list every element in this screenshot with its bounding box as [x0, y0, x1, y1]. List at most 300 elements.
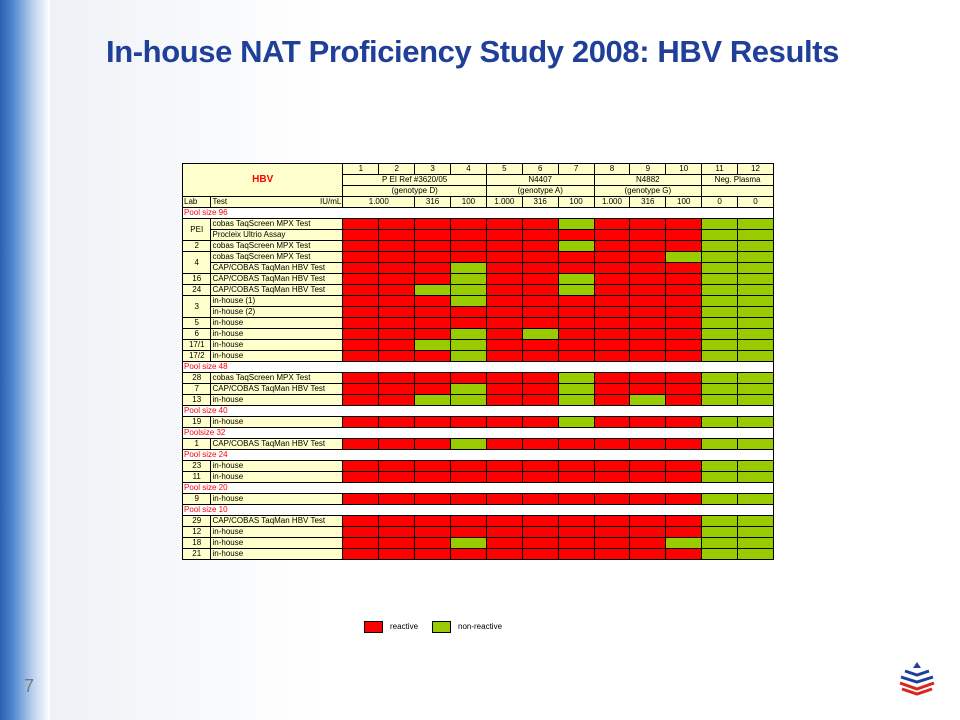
sample-number: 1 [343, 164, 379, 175]
virus-label: HBV [183, 164, 343, 197]
concentration: 1.000 [594, 197, 630, 208]
reactive-result-cell [630, 263, 666, 274]
non-reactive-result-cell [738, 285, 774, 296]
pool-size-label: Poolsize 32 [183, 428, 774, 439]
pool-size-label: Pool size 20 [183, 483, 774, 494]
pool-size-row [183, 406, 774, 417]
reactive-result-cell [558, 318, 594, 329]
reactive-result-cell [415, 417, 451, 428]
reactive-result-cell [666, 241, 702, 252]
reactive-result-cell [594, 417, 630, 428]
reactive-result-cell [558, 461, 594, 472]
non-reactive-result-cell [558, 285, 594, 296]
reactive-result-cell [343, 494, 379, 505]
non-reactive-result-cell [702, 351, 738, 362]
non-reactive-result-cell [451, 351, 487, 362]
test-name: CAP/COBAS TaqMan HBV Test [211, 263, 343, 274]
reactive-result-cell [379, 307, 415, 318]
reactive-result-cell [522, 241, 558, 252]
reactive-result-cell [666, 351, 702, 362]
reactive-result-cell [343, 395, 379, 406]
reactive-result-cell [486, 252, 522, 263]
test-name: cobas TaqScreen MPX Test [211, 252, 343, 263]
pool-size-label: Pool size 40 [183, 406, 774, 417]
non-reactive-result-cell [738, 252, 774, 263]
reactive-result-cell [415, 219, 451, 230]
test-header-label: Test [212, 197, 228, 206]
reactive-result-cell [522, 285, 558, 296]
sample-number: 5 [486, 164, 522, 175]
reactive-result-cell [594, 318, 630, 329]
pool-size-row [183, 428, 774, 439]
reactive-result-cell [594, 296, 630, 307]
non-reactive-result-cell [558, 241, 594, 252]
reactive-result-cell [522, 340, 558, 351]
header-row-sample-numbers [183, 164, 774, 175]
reactive-result-cell [666, 439, 702, 450]
reactive-result-cell [522, 417, 558, 428]
reactive-result-cell [666, 340, 702, 351]
concentration: 1.000 [486, 197, 522, 208]
reactive-result-cell [415, 263, 451, 274]
non-reactive-result-cell [451, 329, 487, 340]
reactive-result-cell [343, 373, 379, 384]
reactive-result-cell [630, 417, 666, 428]
reactive-result-cell [558, 296, 594, 307]
sample-number: 3 [415, 164, 451, 175]
reactive-result-cell [486, 472, 522, 483]
reactive-result-cell [486, 527, 522, 538]
reactive-result-cell [594, 241, 630, 252]
test-name: in-house [211, 538, 343, 549]
reactive-result-cell [594, 549, 630, 560]
reactive-result-cell [666, 285, 702, 296]
reactive-result-cell [522, 439, 558, 450]
reactive-result-cell [522, 527, 558, 538]
reactive-result-cell [451, 461, 487, 472]
reactive-result-cell [486, 230, 522, 241]
panel-name: N4882 [594, 175, 702, 186]
reactive-result-cell [343, 340, 379, 351]
reactive-result-cell [343, 351, 379, 362]
panel-name: N4407 [486, 175, 594, 186]
reactive-result-cell [594, 274, 630, 285]
reactive-result-cell [666, 296, 702, 307]
reactive-result-cell [594, 538, 630, 549]
lab-id: 19 [183, 417, 211, 428]
result-row [183, 472, 774, 483]
test-name: in-house [211, 395, 343, 406]
reactive-result-cell [666, 219, 702, 230]
reactive-result-cell [486, 516, 522, 527]
panel-genotype: (genotype A) [486, 186, 594, 197]
reactive-result-cell [558, 538, 594, 549]
reactive-result-cell [486, 318, 522, 329]
reactive-result-cell [522, 219, 558, 230]
reactive-result-cell [343, 527, 379, 538]
reactive-result-cell [630, 538, 666, 549]
lab-id: 29 [183, 516, 211, 527]
reactive-result-cell [522, 373, 558, 384]
reactive-result-cell [343, 516, 379, 527]
non-reactive-result-cell [415, 395, 451, 406]
reactive-result-cell [522, 384, 558, 395]
result-row [183, 340, 774, 351]
lab-id: 18 [183, 538, 211, 549]
pool-size-row [183, 483, 774, 494]
reactive-result-cell [379, 274, 415, 285]
non-reactive-result-cell [666, 252, 702, 263]
reactive-result-cell [486, 296, 522, 307]
non-reactive-result-cell [738, 263, 774, 274]
concentration: 100 [451, 197, 487, 208]
reactive-result-cell [379, 472, 415, 483]
reactive-result-cell [666, 417, 702, 428]
reactive-result-cell [343, 307, 379, 318]
test-name: CAP/COBAS TaqMan HBV Test [211, 384, 343, 395]
reactive-result-cell [415, 439, 451, 450]
reactive-result-cell [451, 219, 487, 230]
non-reactive-result-cell [702, 439, 738, 450]
reactive-result-cell [343, 538, 379, 549]
reactive-result-cell [630, 241, 666, 252]
reactive-result-cell [415, 296, 451, 307]
non-reactive-result-cell [451, 395, 487, 406]
concentration: 100 [666, 197, 702, 208]
reactive-result-cell [594, 395, 630, 406]
non-reactive-result-cell [738, 241, 774, 252]
page-number: 7 [24, 676, 35, 696]
result-row [183, 263, 774, 274]
test-name: CAP/COBAS TaqMan HBV Test [211, 285, 343, 296]
non-reactive-result-cell [415, 340, 451, 351]
test-name: in-house [211, 417, 343, 428]
reactive-result-cell [486, 384, 522, 395]
test-name: in-house [211, 472, 343, 483]
reactive-result-cell [486, 274, 522, 285]
reactive-result-cell [343, 296, 379, 307]
non-reactive-result-cell [558, 395, 594, 406]
reactive-result-cell [379, 527, 415, 538]
pool-size-label: Pool size 96 [183, 208, 774, 219]
non-reactive-result-cell [702, 230, 738, 241]
reactive-result-cell [415, 472, 451, 483]
reactive-result-cell [630, 274, 666, 285]
reactive-result-cell [379, 318, 415, 329]
lab-id: 1 [183, 439, 211, 450]
reactive-result-cell [666, 395, 702, 406]
reactive-result-cell [486, 549, 522, 560]
results-grid [182, 163, 774, 560]
reactive-result-cell [343, 461, 379, 472]
reactive-result-cell [522, 472, 558, 483]
reactive-result-cell [594, 307, 630, 318]
reactive-result-cell [379, 285, 415, 296]
result-row [183, 527, 774, 538]
test-name: in-house [211, 318, 343, 329]
result-row [183, 318, 774, 329]
lab-header: Lab [183, 197, 211, 208]
reactive-result-cell [343, 318, 379, 329]
reactive-result-cell [558, 230, 594, 241]
non-reactive-result-cell [702, 516, 738, 527]
reactive-result-cell [558, 329, 594, 340]
test-header [211, 197, 343, 208]
reactive-result-cell [415, 516, 451, 527]
reactive-result-cell [451, 241, 487, 252]
test-name: in-house [211, 329, 343, 340]
reactive-result-cell [415, 230, 451, 241]
non-reactive-result-cell [738, 340, 774, 351]
reactive-result-cell [451, 318, 487, 329]
reactive-result-cell [666, 527, 702, 538]
reactive-result-cell [630, 494, 666, 505]
hbv-results-table [182, 163, 774, 560]
test-name: in-house [211, 461, 343, 472]
reactive-result-cell [379, 263, 415, 274]
legend-non-reactive-label: non-reactive [458, 622, 503, 631]
reactive-result-cell [343, 549, 379, 560]
reactive-result-cell [630, 472, 666, 483]
reactive-result-cell [379, 417, 415, 428]
reactive-result-cell [379, 296, 415, 307]
result-row [183, 439, 774, 450]
reactive-result-cell [666, 274, 702, 285]
non-reactive-result-cell [630, 395, 666, 406]
reactive-result-cell [630, 285, 666, 296]
reactive-result-cell [343, 263, 379, 274]
reactive-result-cell [486, 340, 522, 351]
non-reactive-result-cell [738, 461, 774, 472]
non-reactive-result-cell [738, 219, 774, 230]
pool-size-label: Pool size 24 [183, 450, 774, 461]
reactive-result-cell [630, 340, 666, 351]
reactive-result-cell [594, 384, 630, 395]
lab-id: 11 [183, 472, 211, 483]
reactive-result-cell [666, 461, 702, 472]
non-reactive-result-cell [702, 263, 738, 274]
reactive-result-cell [522, 516, 558, 527]
test-name: in-house [211, 549, 343, 560]
non-reactive-result-cell [702, 296, 738, 307]
reactive-result-cell [379, 516, 415, 527]
reactive-result-cell [522, 461, 558, 472]
reactive-result-cell [451, 230, 487, 241]
reactive-result-cell [451, 252, 487, 263]
reactive-result-cell [343, 241, 379, 252]
reactive-result-cell [558, 439, 594, 450]
reactive-result-cell [666, 384, 702, 395]
non-reactive-result-cell [702, 329, 738, 340]
reactive-result-cell [630, 318, 666, 329]
non-reactive-result-cell [738, 384, 774, 395]
reactive-result-cell [343, 329, 379, 340]
reactive-result-cell [666, 318, 702, 329]
lab-id: 9 [183, 494, 211, 505]
non-reactive-result-cell [451, 274, 487, 285]
test-name: CAP/COBAS TaqMan HBV Test [211, 439, 343, 450]
non-reactive-result-cell [738, 527, 774, 538]
reactive-result-cell [594, 340, 630, 351]
result-row [183, 538, 774, 549]
reactive-result-cell [486, 285, 522, 296]
non-reactive-result-cell [738, 307, 774, 318]
reactive-result-cell [379, 219, 415, 230]
reactive-result-cell [522, 351, 558, 362]
reactive-result-cell [630, 307, 666, 318]
sample-number: 4 [451, 164, 487, 175]
reactive-result-cell [451, 549, 487, 560]
reactive-result-cell [415, 274, 451, 285]
reactive-result-cell [522, 494, 558, 505]
reactive-result-cell [594, 516, 630, 527]
sample-number: 10 [666, 164, 702, 175]
lab-id: 5 [183, 318, 211, 329]
result-row [183, 285, 774, 296]
reactive-result-cell [415, 351, 451, 362]
non-reactive-result-cell [702, 340, 738, 351]
lab-id: 17/2 [183, 351, 211, 362]
reactive-result-cell [558, 340, 594, 351]
panel-genotype [702, 186, 774, 197]
result-row [183, 417, 774, 428]
reactive-result-cell [558, 307, 594, 318]
reactive-result-cell [486, 494, 522, 505]
reactive-result-cell [379, 373, 415, 384]
non-reactive-result-cell [522, 329, 558, 340]
panel-name: Neg. Plasma [702, 175, 774, 186]
result-row [183, 461, 774, 472]
reactive-result-cell [666, 549, 702, 560]
test-name: cobas TaqScreen MPX Test [211, 373, 343, 384]
reactive-result-cell [522, 318, 558, 329]
non-reactive-result-cell [451, 340, 487, 351]
reactive-result-cell [379, 351, 415, 362]
non-reactive-result-cell [738, 439, 774, 450]
reactive-result-cell [379, 549, 415, 560]
reactive-result-cell [415, 494, 451, 505]
reactive-result-cell [343, 274, 379, 285]
reactive-result-cell [594, 439, 630, 450]
reactive-result-cell [486, 219, 522, 230]
lab-id: 17/1 [183, 340, 211, 351]
reactive-result-cell [630, 373, 666, 384]
reactive-result-cell [666, 307, 702, 318]
reactive-result-cell [486, 241, 522, 252]
reactive-result-cell [486, 538, 522, 549]
test-name: cobas TaqScreen MPX Test [211, 241, 343, 252]
reactive-result-cell [486, 395, 522, 406]
result-row [183, 395, 774, 406]
non-reactive-result-cell [738, 516, 774, 527]
result-row [183, 351, 774, 362]
reactive-result-cell [343, 285, 379, 296]
reactive-result-cell [379, 230, 415, 241]
lab-id: PEI [183, 219, 211, 241]
reactive-result-cell [558, 494, 594, 505]
lab-id: 3 [183, 296, 211, 318]
sample-number: 9 [630, 164, 666, 175]
lab-id: 4 [183, 252, 211, 274]
reactive-result-cell [451, 307, 487, 318]
non-reactive-result-cell [738, 230, 774, 241]
sample-number: 6 [522, 164, 558, 175]
left-blue-bar [0, 0, 50, 720]
panel-genotype: (genotype G) [594, 186, 702, 197]
reactive-result-cell [630, 219, 666, 230]
reactive-result-cell [379, 241, 415, 252]
reactive-result-cell [522, 252, 558, 263]
lab-id: 16 [183, 274, 211, 285]
reactive-result-cell [415, 461, 451, 472]
non-reactive-result-cell [738, 373, 774, 384]
pool-size-label: Pool size 48 [183, 362, 774, 373]
reactive-result-cell [558, 472, 594, 483]
non-reactive-result-cell [738, 351, 774, 362]
non-reactive-result-cell [702, 285, 738, 296]
reactive-result-cell [486, 461, 522, 472]
non-reactive-result-cell [738, 329, 774, 340]
reactive-result-cell [379, 494, 415, 505]
pool-size-row [183, 505, 774, 516]
reactive-result-cell [666, 230, 702, 241]
concentration: 316 [415, 197, 451, 208]
non-reactive-result-cell [702, 219, 738, 230]
reactive-result-cell [379, 384, 415, 395]
non-reactive-result-cell [415, 285, 451, 296]
header-row-concentrations [183, 197, 774, 208]
reactive-result-cell [630, 329, 666, 340]
sample-number: 11 [702, 164, 738, 175]
test-name: CAP/COBAS TaqMan HBV Test [211, 274, 343, 285]
result-row [183, 384, 774, 395]
blood-service-logo-icon [896, 660, 938, 696]
reactive-result-cell [486, 351, 522, 362]
reactive-result-cell [594, 285, 630, 296]
reactive-result-cell [522, 549, 558, 560]
lab-id: 2 [183, 241, 211, 252]
reactive-result-cell [630, 384, 666, 395]
sample-number: 7 [558, 164, 594, 175]
non-reactive-result-cell [702, 241, 738, 252]
lab-id: 12 [183, 527, 211, 538]
reactive-result-cell [522, 230, 558, 241]
reactive-result-cell [451, 527, 487, 538]
non-reactive-result-cell [451, 296, 487, 307]
reactive-result-cell [379, 439, 415, 450]
reactive-result-cell [594, 329, 630, 340]
reactive-result-cell [451, 516, 487, 527]
non-reactive-result-cell [738, 472, 774, 483]
non-reactive-result-cell [451, 439, 487, 450]
reactive-result-cell [486, 263, 522, 274]
reactive-result-cell [630, 461, 666, 472]
pool-size-label: Pool size 10 [183, 505, 774, 516]
non-reactive-result-cell [558, 384, 594, 395]
lab-id: 7 [183, 384, 211, 395]
reactive-result-cell [486, 439, 522, 450]
non-reactive-result-cell [702, 307, 738, 318]
non-reactive-result-cell [451, 384, 487, 395]
non-reactive-result-cell [558, 274, 594, 285]
reactive-result-cell [630, 527, 666, 538]
reactive-result-cell [630, 516, 666, 527]
sample-number: 12 [738, 164, 774, 175]
non-reactive-result-cell [558, 373, 594, 384]
reactive-result-cell [379, 340, 415, 351]
reactive-result-cell [379, 538, 415, 549]
non-reactive-result-cell [702, 527, 738, 538]
